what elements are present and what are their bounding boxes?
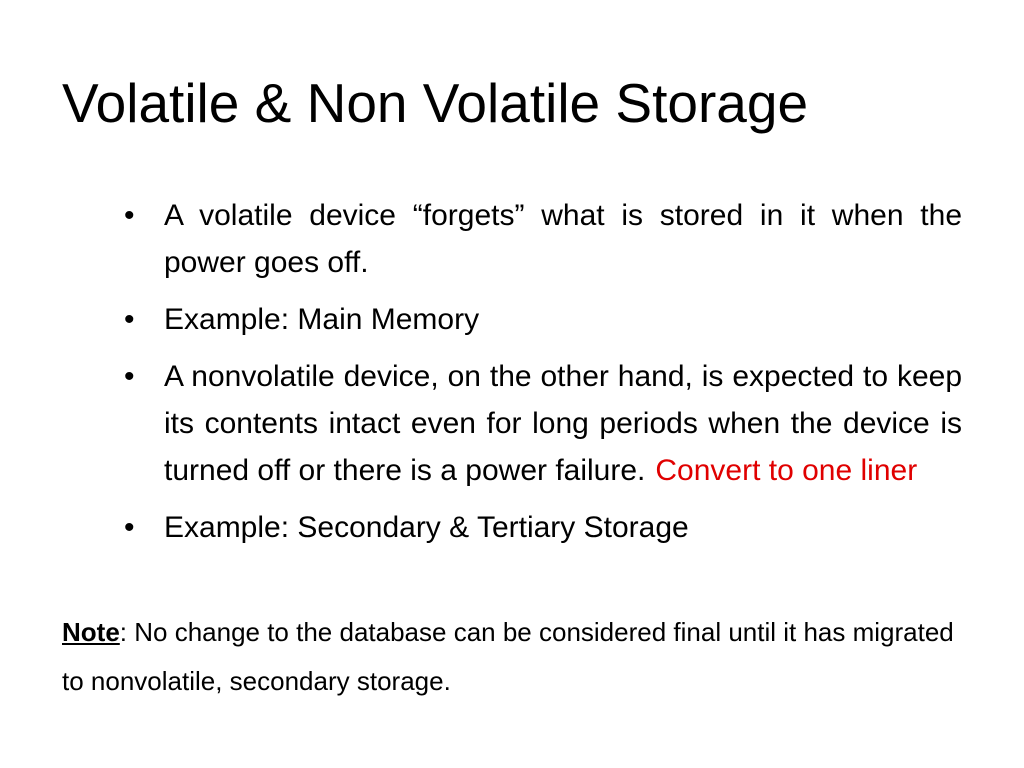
bullet-item	[124, 296, 962, 343]
bullet-list	[124, 192, 962, 561]
bullet-marker: •	[124, 511, 135, 544]
bullet-marker: •	[124, 360, 135, 393]
note-text: : No change to the database can be considered final until it has migrated to nonvolatile, secondary storage.	[62, 617, 954, 696]
note-paragraph	[62, 608, 962, 706]
bullet-text: Example: Main Memory	[164, 303, 480, 336]
bullet-marker: •	[124, 303, 135, 336]
bullet-text: A volatile device “forgets” what is stored in it when the power goes off.	[164, 199, 962, 279]
bullet-text: A nonvolatile device, on the other hand, is expected to keep its contents intact even for long periods when the device is turned off or there is a power failure.	[164, 360, 962, 487]
bullet-text: Example: Secondary & Tertiary Storage	[164, 511, 689, 544]
highlight-text: Convert to one liner	[655, 454, 918, 487]
bullet-item	[124, 353, 962, 494]
bullet-item	[124, 192, 962, 286]
bullet-item	[124, 504, 962, 551]
bullet-marker: •	[124, 199, 135, 232]
slide-title: Volatile & Non Volatile Storage	[62, 72, 809, 134]
note-label: Note	[62, 617, 120, 647]
